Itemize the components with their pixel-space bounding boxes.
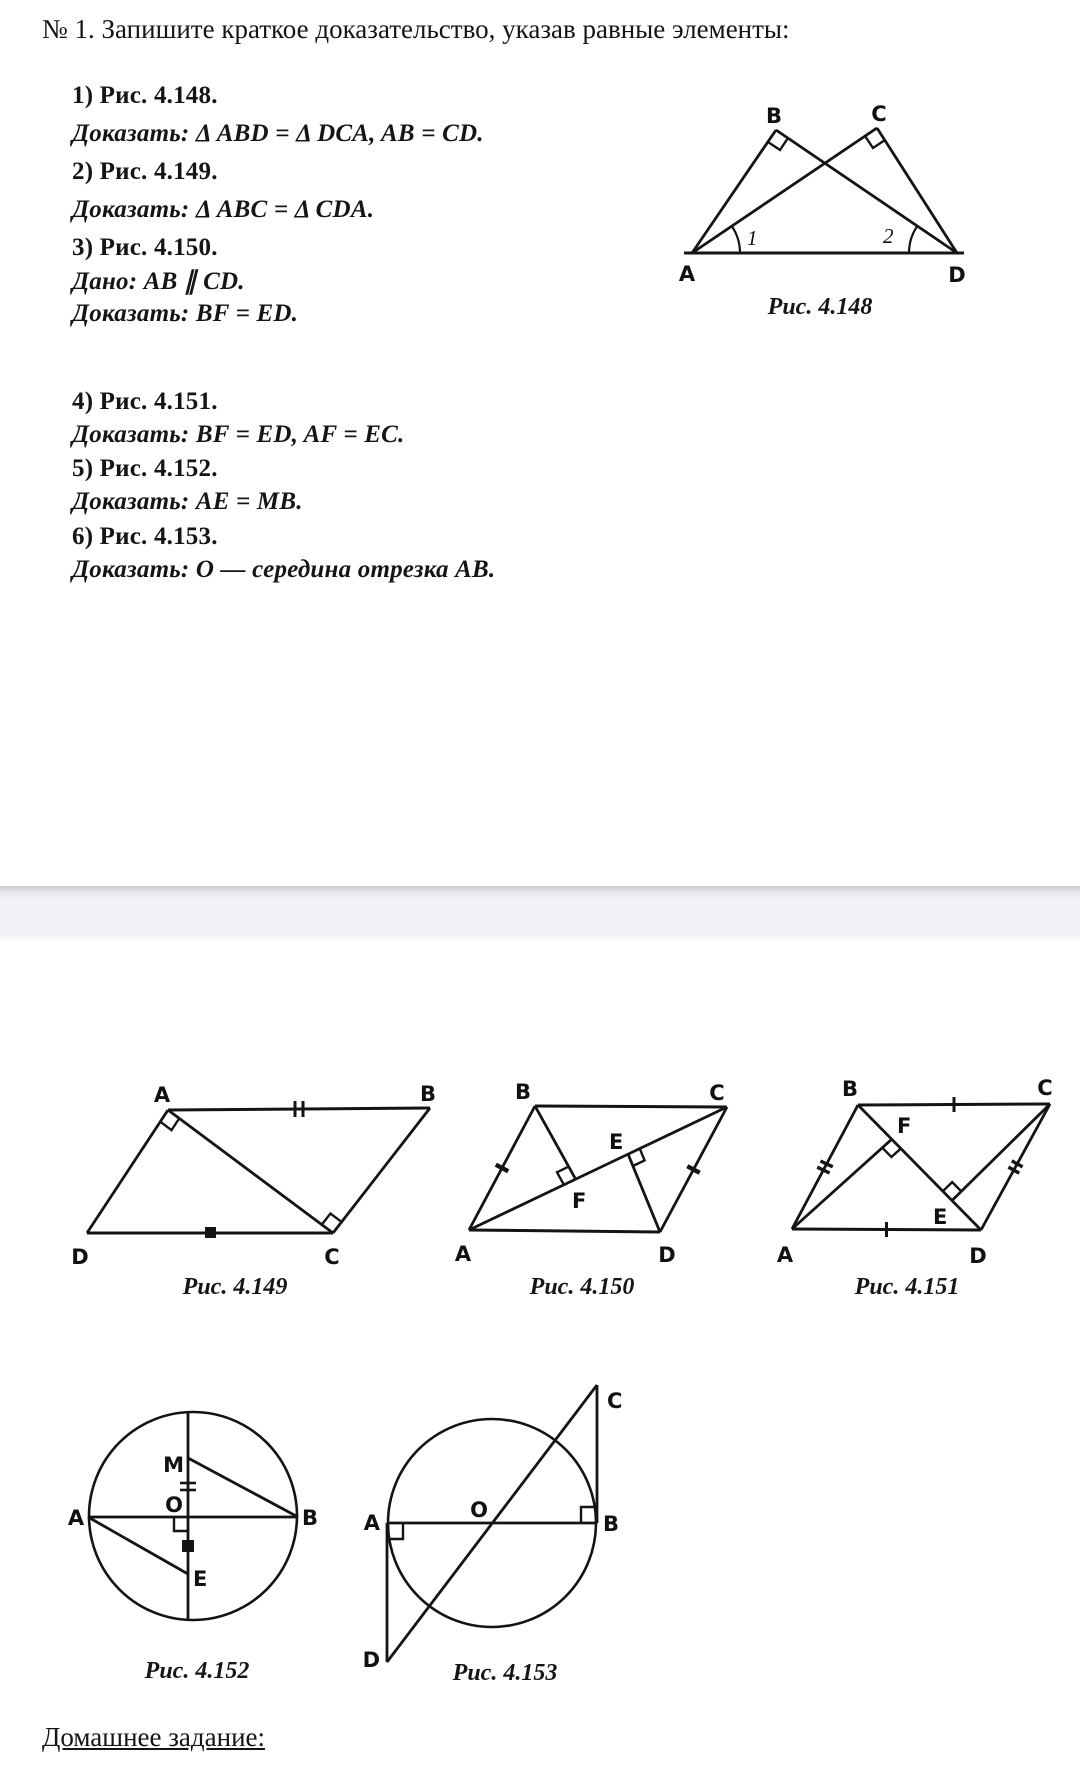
problem-line-9: Доказать: BF = ED, AF = EC.	[72, 421, 405, 448]
vertex-label-B: B	[301, 1506, 319, 1530]
angle-label-1: 1	[747, 226, 758, 250]
vertex-label-B: B	[603, 1512, 620, 1536]
point-label-E: E	[193, 1567, 208, 1591]
figure-caption-4-150: Рис. 4.150	[529, 1274, 635, 1300]
figure-4-152	[62, 1395, 332, 1635]
vertex-label-A: A	[776, 1243, 794, 1267]
figure-caption-4-151: Рис. 4.151	[854, 1274, 960, 1300]
vertex-label-A: A	[153, 1083, 171, 1107]
figure-caption-4-149: Рис. 4.149	[182, 1274, 288, 1300]
angle-arc-2	[909, 226, 917, 253]
page-divider-band	[0, 886, 1080, 940]
problem-line-13: Доказать: O — середина отрезка AB.	[72, 556, 496, 583]
angle-arc-1	[732, 226, 740, 253]
tick-CD	[687, 1166, 699, 1173]
vertex-label-A: A	[454, 1242, 472, 1266]
point-label-E: E	[933, 1205, 948, 1229]
problem-line-3: 2) Рис. 4.149.	[72, 158, 218, 185]
figure-4-151	[775, 1075, 1075, 1300]
page-title: № 1. Запишите краткое доказательство, указав равные элементы:	[42, 14, 790, 44]
vertex-label-D: D	[969, 1244, 987, 1268]
point-label-M: M	[163, 1453, 184, 1477]
right-angle-mark-F	[557, 1167, 569, 1184]
vertex-label-A: A	[678, 262, 696, 286]
vertex-label-D: D	[658, 1243, 676, 1267]
vertex-label-B: B	[841, 1077, 859, 1101]
figure-caption-4-152: Рис. 4.152	[144, 1658, 250, 1684]
vertex-label-C: C	[324, 1245, 340, 1269]
vertex-label-D: D	[362, 1648, 380, 1672]
vertex-label-A: A	[67, 1506, 85, 1530]
right-angle-mark-F	[882, 1148, 901, 1157]
vertex-label-C: C	[871, 102, 887, 126]
tick-AB	[496, 1165, 508, 1172]
angle-label-2: 2	[883, 224, 894, 248]
vertex-label-C: C	[607, 1389, 623, 1413]
figure-caption-4-153: Рис. 4.153	[452, 1660, 558, 1686]
problem-line-8: 4) Рис. 4.151.	[72, 388, 218, 415]
problem-line-1: 1) Рис. 4.148.	[72, 82, 218, 109]
problem-line-6: Дано: AB ∥ CD.	[72, 268, 245, 295]
homework-label: Домашнее задание:	[42, 1722, 266, 1752]
vertex-label-B: B	[765, 104, 783, 128]
vertex-label-A: A	[363, 1511, 380, 1535]
vertex-label-C: C	[709, 1081, 725, 1105]
problem-line-11: Доказать: AE = MB.	[72, 488, 303, 515]
figure-4-150	[455, 1075, 755, 1300]
vertex-label-D: D	[71, 1245, 89, 1269]
right-angle-mark-A	[160, 1118, 179, 1130]
point-label-F: F	[897, 1114, 912, 1138]
figure-4-153	[360, 1378, 650, 1678]
right-angle-mark-C	[322, 1214, 342, 1225]
problem-line-10: 5) Рис. 4.152.	[72, 455, 218, 482]
vertex-label-B: B	[419, 1082, 437, 1106]
problem-line-12: 6) Рис. 4.153.	[72, 523, 218, 550]
problem-line-2: Доказать: Δ ABD = Δ DCA, AB = CD.	[72, 120, 484, 147]
problem-line-7: Доказать: BF = ED.	[72, 300, 299, 327]
point-label-O: O	[165, 1493, 183, 1517]
tick-DC	[205, 1227, 216, 1238]
vertex-label-C: C	[1037, 1076, 1053, 1100]
problem-line-5: 3) Рис. 4.150.	[72, 234, 218, 261]
point-label-F: F	[572, 1189, 587, 1213]
vertex-label-D: D	[948, 263, 966, 287]
figure-4-149	[60, 1075, 450, 1300]
vertex-label-B: B	[514, 1080, 532, 1104]
right-angle-mark-E	[943, 1182, 961, 1191]
figure-4-148	[640, 85, 980, 300]
problem-line-4: Доказать: Δ ABC = Δ CDA.	[72, 196, 375, 223]
tick-OE	[182, 1540, 194, 1552]
right-angle-mark-O	[174, 1517, 188, 1531]
figure-caption-4-148: Рис. 4.148	[767, 294, 873, 320]
point-label-E: E	[609, 1130, 624, 1154]
point-label-O: O	[470, 1498, 488, 1522]
